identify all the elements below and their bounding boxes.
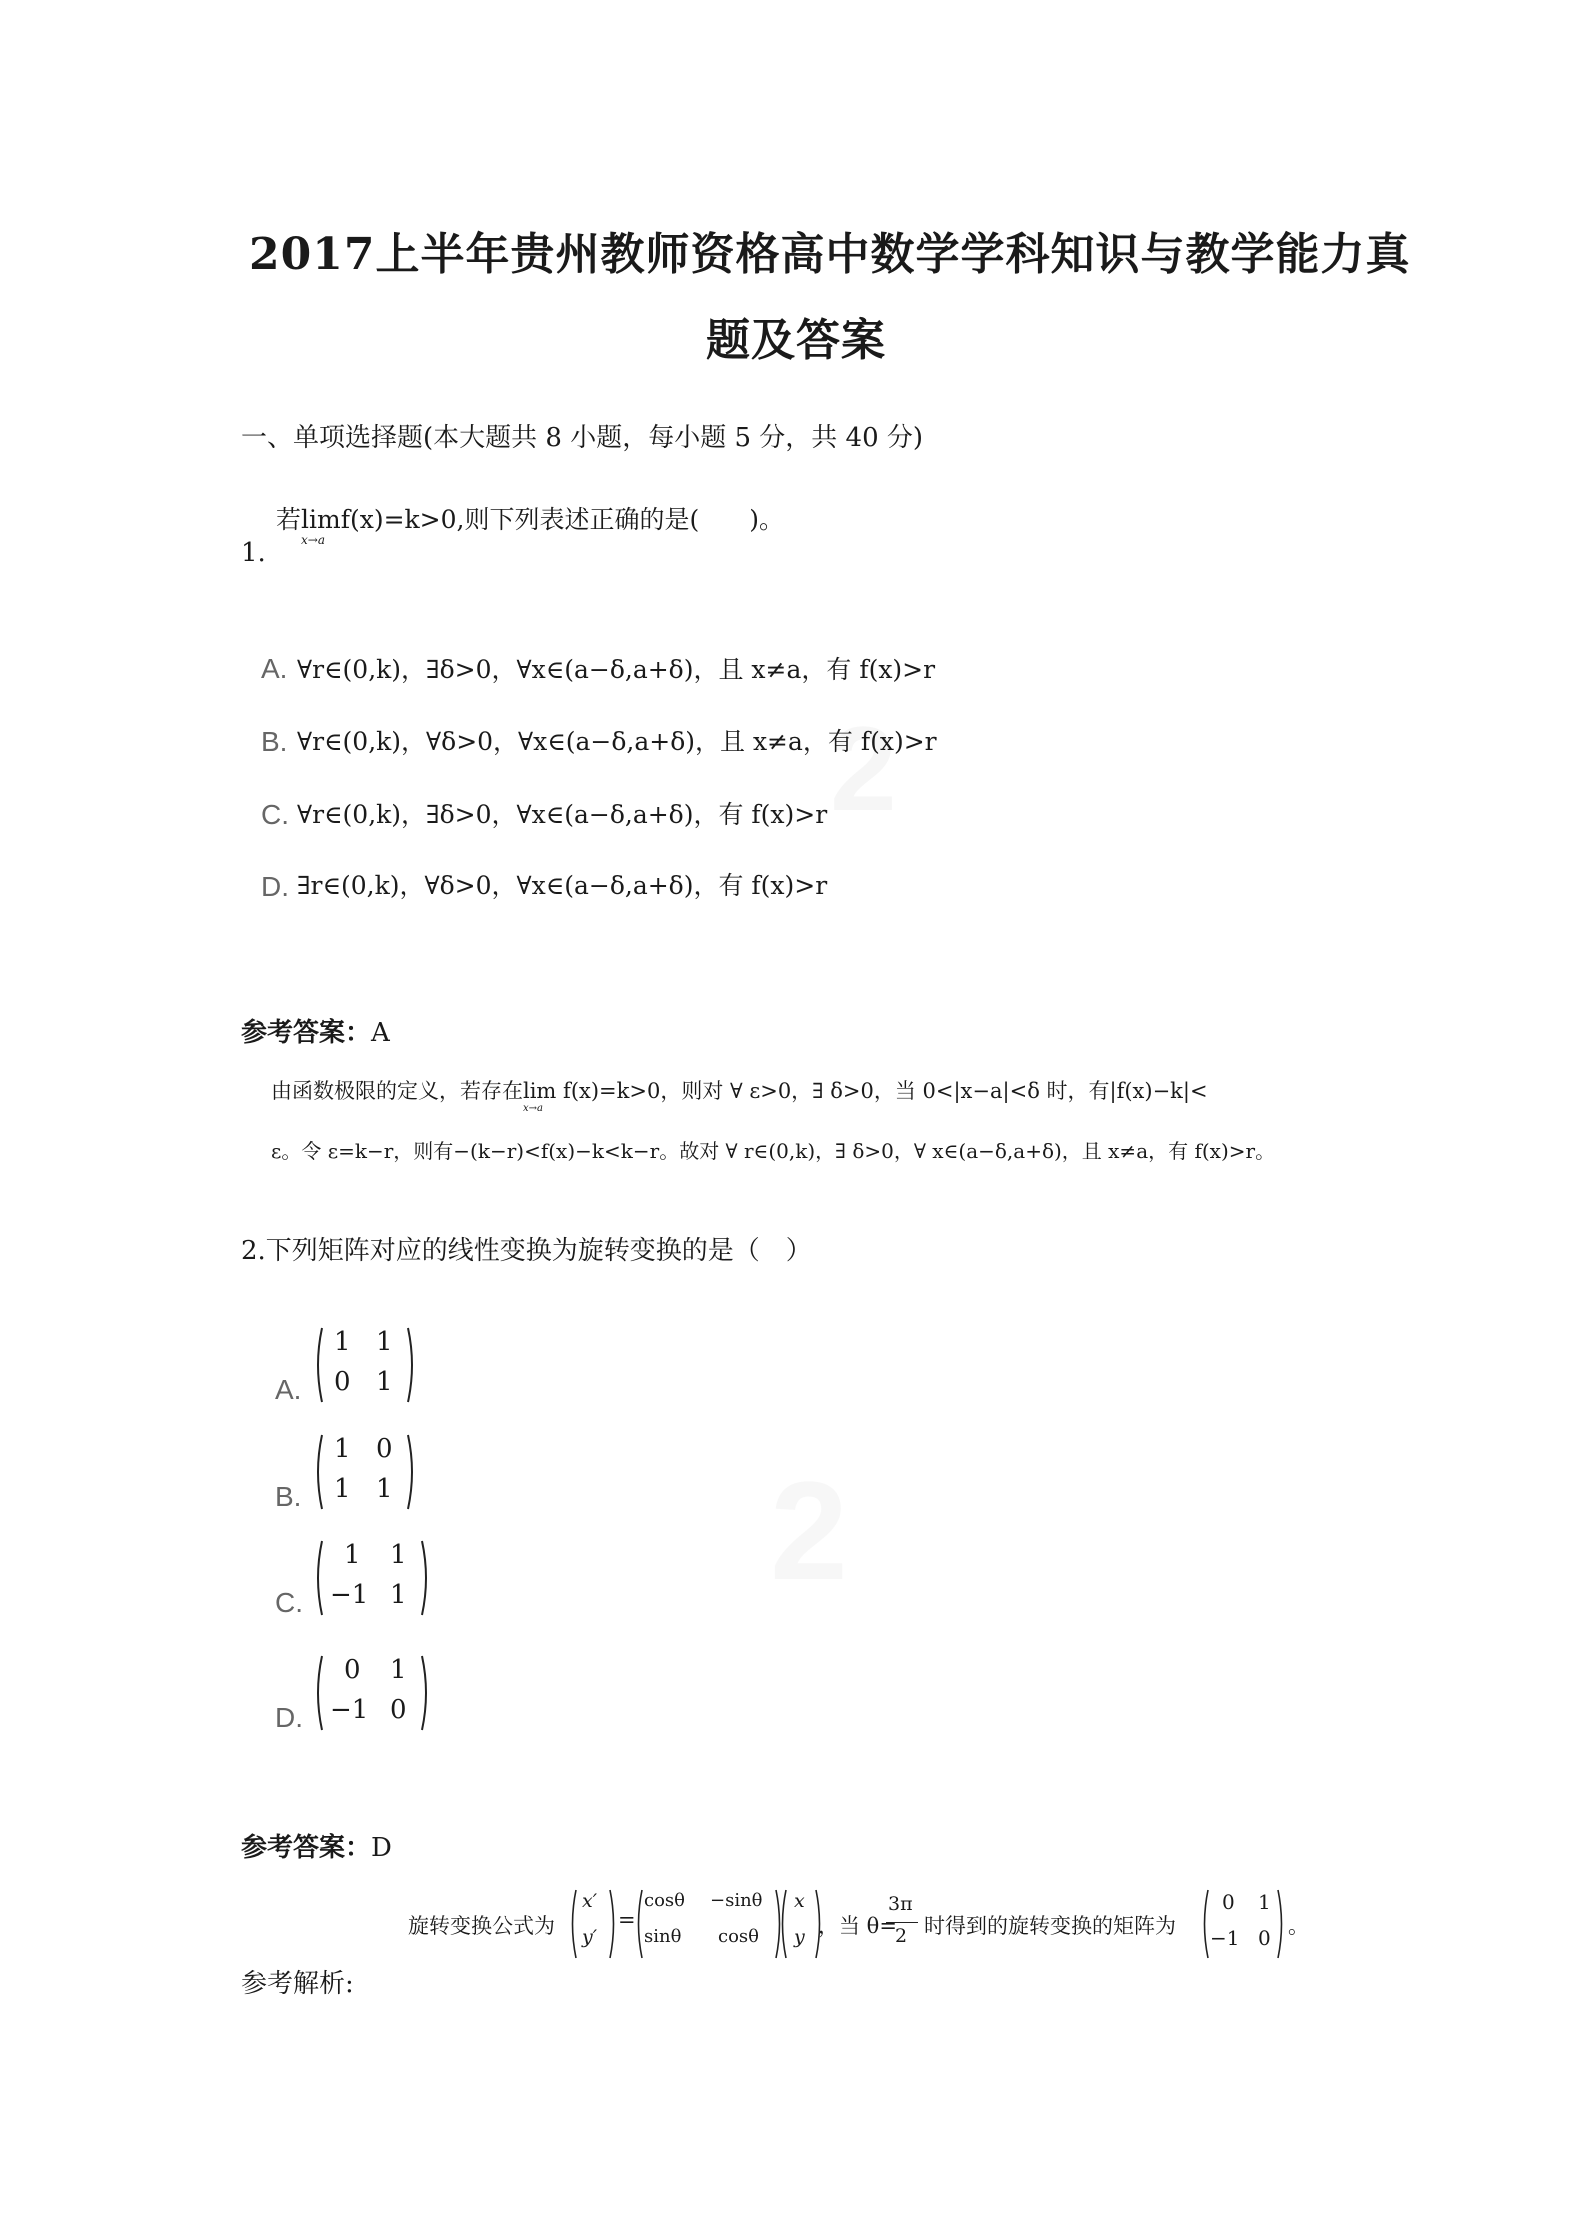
matrix-cell: sinθ <box>644 1926 682 1947</box>
q1-explanation-line2: ε。令 ε=k−r，则有−(k−r)<f(x)−k<k−r。故对 ∀ r∈(0,k)，∃ δ>0，∀ x∈(a−δ,a+δ)，且 x≠a，有 f(x)>r。 <box>271 1139 1276 1163</box>
q1-option-c-letter: C. <box>261 799 289 830</box>
q2-vector <box>778 1888 822 1960</box>
q2-option-c-letter: C. <box>275 1587 303 1618</box>
watermark-logo: 2 <box>830 702 897 836</box>
q1-answer-value: A <box>371 1018 390 1048</box>
q1-explanation-a: 由函数极限的定义，若存在 <box>271 1079 523 1103</box>
q1-stem-lim-sub: x→a <box>301 533 325 547</box>
q1-stem-rest: f(x)=k>0,则下列表述正确的是( )。 <box>340 505 784 534</box>
matrix-cell: y <box>794 1926 805 1948</box>
matrix-cell: 1 <box>376 1474 393 1504</box>
matrix-cell: −1 <box>330 1580 369 1610</box>
q1-option-b-letter: B. <box>261 726 288 757</box>
q2-option-a-matrix <box>312 1325 412 1405</box>
matrix-brackets <box>312 1325 412 1405</box>
q2-explanation-end: 。 <box>1288 1914 1309 1938</box>
q2-option-d-matrix <box>312 1653 427 1733</box>
q1-option-b-text: ∀r∈(0,k)，∀δ>0，∀x∈(a−δ,a+δ)，且 x≠a，有 f(x)>r <box>297 727 937 756</box>
matrix-cell: 1 <box>334 1327 351 1357</box>
q2-answer-value: D <box>371 1833 392 1863</box>
matrix-cell: 1 <box>334 1434 351 1464</box>
matrix-cell: 0 <box>376 1434 393 1464</box>
q1-answer <box>241 1012 390 1049</box>
matrix-cell: x′ <box>582 1890 598 1912</box>
q2-explanation-mid2: 时得到的旋转变换的矩阵为 <box>924 1914 1176 1938</box>
matrix-cell: 0 <box>1222 1890 1235 1914</box>
q1-explanation-lim-sub: x→a <box>523 1103 543 1114</box>
q2-option-b-matrix <box>312 1432 412 1512</box>
matrix-cell: 1 <box>376 1327 393 1357</box>
section-heading: 一、单项选择题(本大题共 8 小题，每小题 5 分，共 40 分) <box>241 423 924 453</box>
q1-stem-lim: lim <box>301 505 341 534</box>
matrix-cell: x <box>794 1890 805 1912</box>
matrix-cell: cosθ <box>644 1890 685 1911</box>
q2-option-a-letter: A. <box>275 1374 302 1405</box>
q1-number: 1. <box>241 538 266 568</box>
document-title-line1: 2017上半年贵州教师资格高中数学学科知识与教学能力真 <box>249 229 1411 280</box>
q2-option-b-letter: B. <box>275 1481 302 1512</box>
equals-sign: = <box>618 1908 636 1932</box>
matrix-cell: 1 <box>1258 1890 1271 1914</box>
matrix-cell: 1 <box>390 1580 407 1610</box>
q2-rotation-matrix <box>634 1888 782 1960</box>
matrix-cell: 1 <box>344 1540 361 1570</box>
matrix-cell: 0 <box>1258 1926 1271 1950</box>
q2-result-matrix <box>1200 1888 1284 1960</box>
q1-option-d-letter: D. <box>261 871 289 902</box>
q1-explanation-b: f(x)=k>0，则对 ∀ ε>0，∃ δ>0，当 0<|x−a|<δ 时，有|f(x)−k|< <box>563 1079 1208 1103</box>
fraction-denominator: 2 <box>895 1925 908 1947</box>
document-title-line2: 题及答案 <box>706 315 886 366</box>
q1-explanation-lim: lim <box>523 1079 557 1103</box>
matrix-cell: −1 <box>330 1695 369 1725</box>
matrix-cell: 1 <box>390 1540 407 1570</box>
q1-option-c-text: ∀r∈(0,k)，∃δ>0，∀x∈(a−δ,a+δ)，有 f(x)>r <box>297 800 828 829</box>
q1-option-a-text: ∀r∈(0,k)，∃δ>0，∀x∈(a−δ,a+δ)，且 x≠a，有 f(x)>r <box>297 655 936 684</box>
matrix-cell: cosθ <box>718 1926 759 1947</box>
watermark-logo: 2 <box>770 1452 848 1609</box>
matrix-cell: 0 <box>334 1367 351 1397</box>
q2-option-c-matrix <box>312 1538 427 1618</box>
fraction-numerator: 3π <box>888 1893 913 1915</box>
q2-vector-primed <box>568 1888 616 1960</box>
q1-option-a-letter: A. <box>261 653 288 684</box>
q2-option-d-letter: D. <box>275 1702 303 1733</box>
q2-fraction <box>885 1893 919 1953</box>
q1-stem-prefix: 若 <box>276 505 302 534</box>
q2-answer <box>241 1827 392 1864</box>
q2-answer-label: 参考答案： <box>241 1833 372 1863</box>
q1-stem <box>276 500 784 547</box>
q1-option-d-text: ∃r∈(0,k)，∀δ>0，∀x∈(a−δ,a+δ)，有 f(x)>r <box>297 871 828 900</box>
q1-answer-label: 参考答案： <box>241 1018 372 1048</box>
q2-explanation-prefix: 旋转变换公式为 <box>408 1914 555 1938</box>
matrix-cell: −1 <box>1210 1926 1240 1950</box>
matrix-brackets <box>312 1432 412 1512</box>
matrix-cell: 0 <box>390 1695 407 1725</box>
q2-analysis-label: 参考解析: <box>241 1969 354 1999</box>
q2-explanation-mid: ，当 θ= <box>818 1914 897 1938</box>
matrix-cell: y′ <box>582 1926 598 1948</box>
matrix-cell: 1 <box>390 1655 407 1685</box>
matrix-cell: −sinθ <box>710 1890 763 1911</box>
q1-explanation-line1 <box>271 1075 1208 1114</box>
q2-stem: 2.下列矩阵对应的线性变换为旋转变换的是（ ） <box>241 1236 812 1266</box>
matrix-cell: 1 <box>376 1367 393 1397</box>
matrix-cell: 1 <box>334 1474 351 1504</box>
fraction-bar <box>886 1922 918 1923</box>
matrix-cell: 0 <box>344 1655 361 1685</box>
